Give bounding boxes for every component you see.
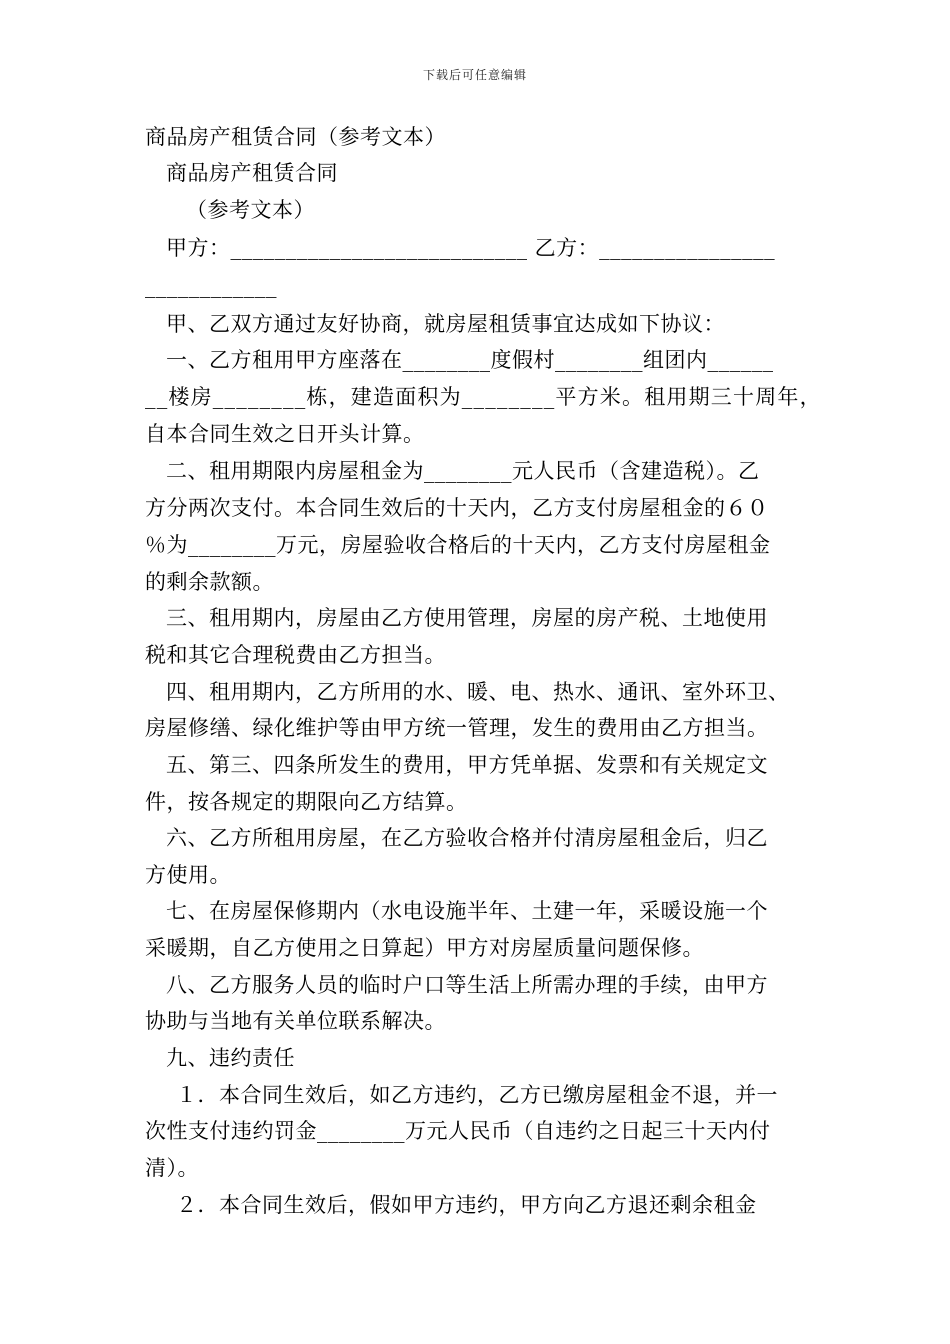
contract-subtitle: （参考文本） <box>186 198 315 222</box>
clause-9-2-line-1: ２．本合同生效后，假如甲方违约，甲方向乙方退还剩余租金 <box>176 1193 757 1217</box>
clause-8-line-2: 协助与当地有关单位联系解决。 <box>145 1009 446 1033</box>
clause-7-line-2: 采暖期，自乙方使用之日算起）甲方对房屋质量问题保修。 <box>145 936 704 960</box>
document-title: 商品房产租赁合同（参考文本） <box>145 125 446 149</box>
clause-5-line-1: 五、第三、四条所发生的费用，甲方凭单据、发票和有关规定文 <box>166 753 768 777</box>
clause-4-line-1: 四、租用期内，乙方所用的水、暖、电、热水、通讯、室外环卫、 <box>166 680 790 704</box>
party-line-continued: ____________ <box>145 274 277 298</box>
clause-9-1-line-3: 清）。 <box>145 1156 199 1180</box>
clause-6-line-1: 六、乙方所租用房屋，在乙方验收合格并付清房屋租金后，归乙 <box>166 826 768 850</box>
party-line: 甲方：___________________________ 乙方：________________ <box>166 236 776 260</box>
contract-title: 商品房产租赁合同 <box>166 161 338 185</box>
clause-2-line-2: 方分两次支付。本合同生效后的十天内，乙方支付房屋租金的６０ <box>145 496 769 520</box>
clause-3-line-2: 税和其它合理税费由乙方担当。 <box>145 643 446 667</box>
clause-2-line-1: 二、租用期限内房屋租金为________元人民币（含建造税）。乙 <box>166 459 760 483</box>
header-note: 下载后可任意编辑 <box>422 68 527 82</box>
clause-9-heading: 九、违约责任 <box>166 1046 295 1070</box>
clause-8-line-1: 八、乙方服务人员的临时户口等生活上所需办理的手续，由甲方 <box>166 973 768 997</box>
clause-1-line-3: 自本合同生效之日开头计算。 <box>145 422 425 446</box>
clause-9-1-line-2: 次性支付违约罚金________万元人民币（自违约之日起三十天内付 <box>145 1119 771 1143</box>
clause-4-line-2: 房屋修缮、绿化维护等由甲方统一管理，发生的费用由乙方担当。 <box>145 716 769 740</box>
clause-7-line-1: 七、在房屋保修期内（水电设施半年、土建一年，采暖设施一个 <box>166 899 768 923</box>
clause-2-line-4: 的剩余款额。 <box>145 570 274 594</box>
clause-1-line-2: __楼房________栋，建造面积为________平方米。租用期三十周年， <box>145 385 822 409</box>
clause-6-line-2: 方使用。 <box>145 863 231 887</box>
clause-2-line-3: ％为________万元，房屋验收合格后的十天内，乙方支付房屋租金 <box>145 533 771 557</box>
intro-paragraph: 甲、乙双方通过友好协商，就房屋租赁事宜达成如下协议： <box>166 312 725 336</box>
clause-9-1-line-1: １．本合同生效后，如乙方违约，乙方已缴房屋租金不退，并一 <box>176 1083 778 1107</box>
clause-3-line-1: 三、租用期内，房屋由乙方使用管理，房屋的房产税、土地使用 <box>166 606 768 630</box>
clause-1-line-1: 一、乙方租用甲方座落在________度假村________组团内______ <box>166 348 774 372</box>
clause-5-line-2: 件，按各规定的期限向乙方结算。 <box>145 790 468 814</box>
